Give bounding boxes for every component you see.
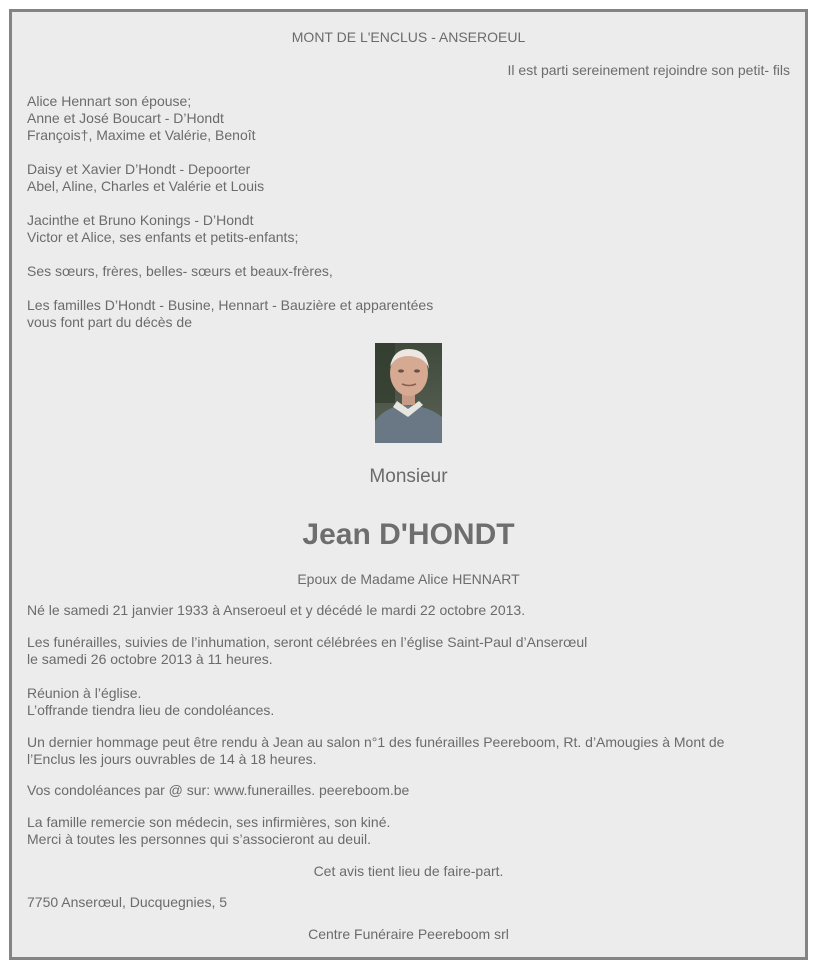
funeral-line: le samedi 26 octobre 2013 à 11 heures. bbox=[27, 651, 273, 667]
portrait-photo bbox=[375, 343, 442, 443]
deceased-name: Jean D'HONDT bbox=[302, 518, 515, 551]
family-line: Jacinthe et Bruno Konings - D’Hondt bbox=[27, 212, 254, 228]
family-line: Abel, Aline, Charles et Valérie et Louis bbox=[27, 178, 265, 194]
family-line: Victor et Alice, ses enfants et petits-enfants; bbox=[27, 229, 299, 245]
meeting-line: L’offrande tiendra lieu de condoléances. bbox=[27, 702, 275, 718]
honorific: Monsieur bbox=[369, 466, 448, 487]
family-line: Ses sœurs, frères, belles- sœurs et beaux-frères, bbox=[27, 263, 333, 279]
portrait-image bbox=[375, 343, 442, 443]
thanks-line: Merci à toutes les personnes qui s’associeront au deuil. bbox=[27, 831, 371, 847]
birth-death-line: Né le samedi 21 janvier 1933 à Anseroeul et y décédé le mardi 22 octobre 2013. bbox=[27, 602, 526, 618]
tribute-line: l’Enclus les jours ouvrables de 14 à 18 heures. bbox=[27, 751, 317, 767]
family-line: Daisy et Xavier D’Hondt - Depoorter bbox=[27, 161, 251, 177]
condolences-line: Vos condoléances par @ sur: www.funerailles. peereboom.be bbox=[27, 782, 410, 798]
family-line: François†, Maxime et Valérie, Benoît bbox=[27, 127, 256, 143]
meeting-line: Réunion à l’église. bbox=[27, 685, 142, 701]
tribute-line: Un dernier hommage peut être rendu à Jean au salon n°1 des funérailles Peereboom, Rt. d’Amougies à Mont de bbox=[27, 734, 725, 750]
thanks-line: La famille remercie son médecin, ses infirmières, son kiné. bbox=[27, 814, 391, 830]
location-heading: MONT DE L'ENCLUS - ANSEROEUL bbox=[291, 29, 526, 45]
family-line: Anne et José Boucart - D’Hondt bbox=[27, 110, 224, 126]
intro-line: Il est parti sereinement rejoindre son petit- fils bbox=[507, 62, 790, 78]
family-line: Les familles D’Hondt - Busine, Hennart - Bauzière et apparentées bbox=[27, 297, 434, 313]
address-line: 7750 Anserœul, Ducquegnies, 5 bbox=[27, 894, 228, 910]
funeral-line: Les funérailles, suivies de l’inhumation, seront célébrées en l’église Saint-Paul d’Anserœul bbox=[27, 634, 588, 650]
notice-line: Cet avis tient lieu de faire-part. bbox=[313, 863, 504, 879]
funeral-home: Centre Funéraire Peereboom srl bbox=[308, 926, 509, 942]
family-line: vous font part du décès de bbox=[27, 314, 192, 330]
spouse-line: Epoux de Madame Alice HENNART bbox=[297, 571, 520, 587]
obituary-card bbox=[9, 9, 808, 960]
family-line: Alice Hennart son épouse; bbox=[27, 93, 192, 109]
